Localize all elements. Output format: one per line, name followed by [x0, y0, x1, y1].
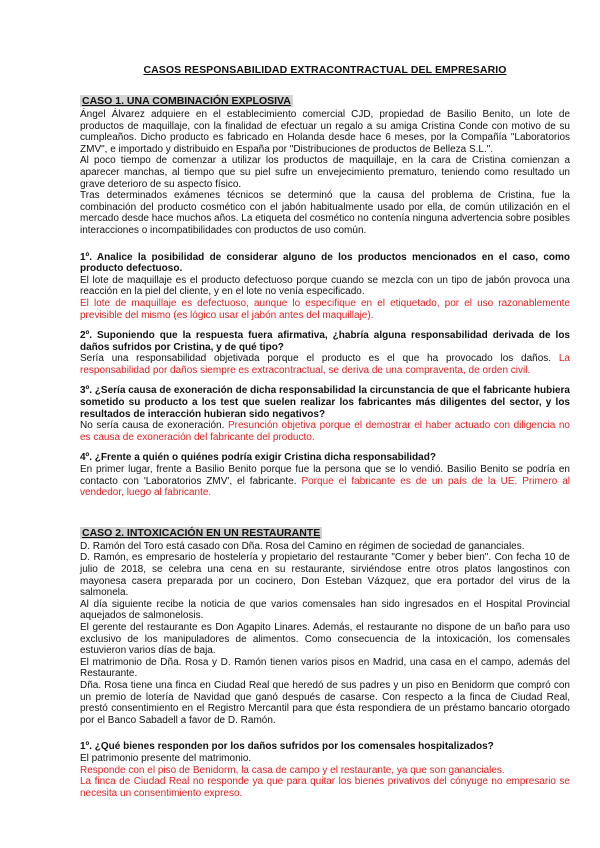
answer-note: El lote de maquillaje es defectuoso, aunque lo especifique en el etiquetado, por el uso razonablemente previsible del mismo (es lógico usar el jabón antes del maquillaje).	[80, 297, 570, 321]
answer-note: La responsabilidad por daños siempre es extracontractual, se deriva de una compraventa, de orden civil.	[80, 353, 570, 376]
answer-text	[80, 420, 570, 443]
answer-note: Presunción objetiva porque el demostrar el haber actuado con diligencia no es causa de exoneración del fabricante del producto.	[80, 420, 570, 443]
case-1-question-3	[80, 385, 570, 443]
case-2-paragraph: Dña. Rosa tiene una finca en Ciudad Real que heredó de sus padres y un piso en Benidorm que compró con un premio de lotería de Navidad que ganó después de casarse. Con respecto a la finca de Ciudad Real, prestó consentimiento en el Registro Mercantil para que ésta respondiera de un préstamo bancario otorgado por el Banco Sabadell a favor de D. Ramón.	[80, 679, 570, 726]
case-2-paragraph: D. Ramón del Toro está casado con Dña. Rosa del Camino en régimen de sociedad de gananciales.	[80, 540, 525, 552]
question-text: 2º. Suponiendo que la respuesta fuera afirmativa, ¿habría alguna responsabilidad derivada de los daños sufridos por Cristina, y de qué tipo?	[80, 330, 570, 353]
case-1-question-4	[80, 452, 570, 498]
answer-text	[80, 464, 570, 499]
case-1-heading: CASO 1. UNA COMBINACIÓN EXPLOSIVA	[82, 95, 291, 107]
answer-note: Porque el fabricante es de un país de la UE. Primero al vendedor, luego al fabricante.	[80, 475, 570, 499]
question-text: 3º. ¿Sería causa de exoneración de dicha responsabilidad la circunstancia de que el fabricante hubiera sometido su producto a los test que suelen realizar los fabricantes más diligentes del sector, y los resultados de interacción hubieran sido negativos?	[80, 385, 570, 420]
case-1-section	[80, 91, 570, 499]
case-2-heading: CASO 2. INTOXICACIÓN EN UN RESTAURANTE	[82, 526, 321, 539]
case-1-question-2	[80, 330, 570, 376]
answer-text	[80, 353, 570, 376]
answer-main: En primer lugar, frente a Basilio Benito porque fue la persona que se lo vendió. Basilio Benito se podría en contacto con 'Laboratorios ZMV', el fabricante.	[80, 464, 570, 487]
question-text: 1º. Analice la posibilidad de considerar alguno de los productos mencionados en el caso, como producto defectuoso.	[80, 251, 570, 275]
case-1-question-1	[80, 252, 570, 322]
case-1-paragraph: Tras determinados exámenes técnicos se determinó que la causa del problema de Cristina, fue la combinación del producto cosmético con el jabón habitualmente usado por ella, de común utilización en el mercado desde hace muchos años. La etiqueta del cosmético no contenía ninguna advertencia sobre posibles interacciones o incompatibilidades con productos de uso común.	[80, 190, 570, 236]
answer-text: El lote de maquillaje es el producto defectuoso porque cuando se mezcla con un tipo de jabón provoca una reacción en la piel del cliente, y en el lote no venía especificado.	[80, 274, 570, 298]
answer-main: Sería una responsabilidad objetivada porque el producto es el que ha provocado los daños.	[80, 353, 552, 365]
question-text: 4º. ¿Frente a quién o quiénes podría exigir Cristina dicha responsabilidad?	[80, 452, 436, 464]
question-text: 1º. ¿Qué bienes responden por los daños sufridos por los comensales hospitalizados?	[80, 741, 494, 753]
case-2-question-1	[80, 741, 570, 799]
case-1-paragraph: Al poco tiempo de comenzar a utilizar los productos de maquillaje, en la cara de Cristina comienzan a aparecer manchas, al tiempo que su piel sufre un envejecimiento prematuro, teniendo como resultado un grave deterioro de su aspecto físico.	[80, 155, 570, 190]
answer-text: El patrimonio presente del matrimonio.	[80, 752, 252, 764]
answer-main: No sería causa de exoneración.	[80, 420, 225, 432]
case-2-section	[80, 523, 570, 799]
answer-note: La finca de Ciudad Real no responde ya que para quitar los bienes privativos del cónyuge no empresario se necesita un consentimiento expreso.	[80, 776, 570, 799]
answer-note: Responde con el piso de Benidorm, la casa de campo y el restaurante, ya que son gananciales.	[80, 764, 505, 776]
case-2-paragraph: D. Ramón, es empresario de hostelería y propietario del restaurante "Comer y beber bien". Con fecha 10 de julio de 2018, se celebra una cena en su restaurante, sirviéndose entre otros platos langostinos con mayonesa casera preparada por un cocinero, Don Esteban Vázquez, que era portador del virus de la salmonela.	[80, 552, 570, 599]
case-2-paragraph: Al día siguiente recibe la noticia de que varios comensales han sido ingresados en el Hospital Provincial aquejados de salmonelosis.	[80, 598, 570, 622]
case-1-paragraph: Ángel Álvarez adquiere en el establecimiento comercial CJD, propiedad de Basilio Benito, un lote de productos de maquillaje, con la finalidad de efectuar un regalo a su amiga Cristina Conde con motivo de su cumpleaños. Dicho producto es fabricado en Holanda desde hace 6 meses, por la Compañía "Laboratorios ZMV", e importado y distribuido en España por "Distribuciones de productos de Belleza S.L.".	[80, 109, 570, 155]
document-title: CASOS RESPONSABILIDAD EXTRACONTRACTUAL DEL EMPRESARIO	[143, 64, 507, 76]
case-2-paragraph: El gerente del restaurante es Don Agapito Linares. Además, el restaurante no dispone de un baño para uso exclusivo de los manipuladores de alimentos. Como consecuencia de la intoxicación, los comensales estuvieron varios días de baja.	[80, 621, 570, 657]
case-2-paragraph: El matrimonio de Dña. Rosa y D. Ramón tienen varios pisos en Madrid, una casa en el campo, además del Restaurante.	[80, 656, 570, 680]
